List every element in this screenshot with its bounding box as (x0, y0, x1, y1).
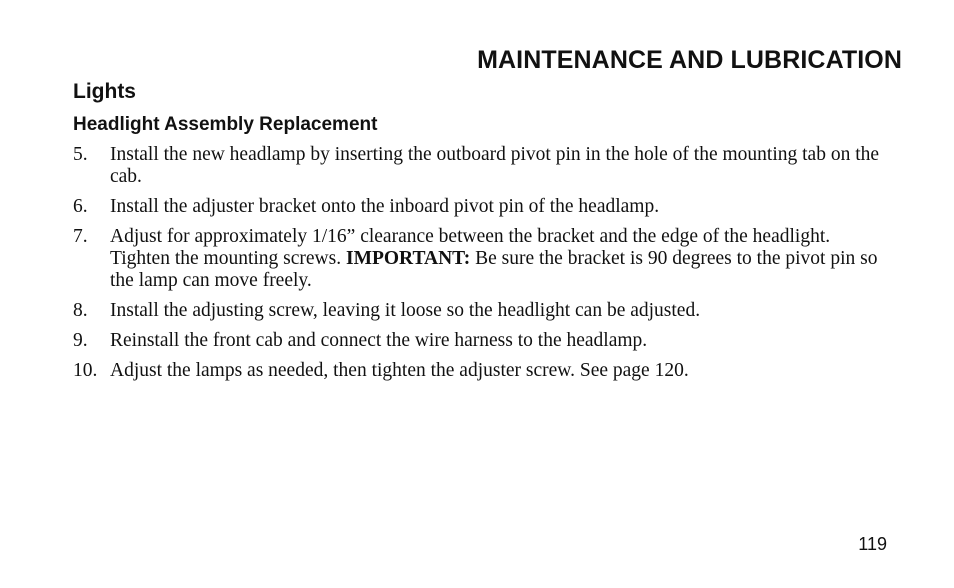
step-item (73, 360, 883, 382)
subsection-title: Headlight Assembly Replacement (73, 114, 378, 135)
step-item (73, 196, 883, 218)
step-number: 5. (73, 144, 88, 165)
step-number: 9. (73, 330, 88, 351)
page-number: 119 (858, 534, 887, 554)
step-number: 10. (73, 360, 98, 381)
step-item (73, 226, 883, 292)
step-text: Reinstall the front cab and connect the wire harness to the headlamp. (110, 330, 648, 351)
step-text-after: Be sure the bracket is 90 degrees to the pivot pin so the lamp can move freely. (110, 248, 878, 291)
step-text: Adjust the lamps as needed, then tighten the adjuster screw. See page 120. (110, 360, 689, 381)
step-number: 8. (73, 300, 88, 321)
step-text (110, 226, 883, 292)
step-item (73, 300, 883, 322)
step-number: 6. (73, 196, 88, 217)
step-item (73, 330, 883, 352)
step-text: Install the new headlamp by inserting the outboard pivot pin in the hole of the mounting tab on the cab. (110, 144, 880, 187)
step-text-before: Adjust for approximately 1/16” clearance between the bracket and the edge of the headlight. Tighten the mounting screws. (110, 226, 831, 269)
page-header: MAINTENANCE AND LUBRICATION (477, 46, 902, 74)
step-text: Install the adjusting screw, leaving it loose so the headlight can be adjusted. (110, 300, 701, 321)
step-item (73, 144, 883, 188)
important-label: IMPORTANT: (345, 248, 471, 269)
instruction-steps-list (73, 144, 883, 390)
section-title: Lights (73, 80, 136, 103)
step-number: 7. (73, 226, 88, 247)
step-text: Install the adjuster bracket onto the inboard pivot pin of the headlamp. (110, 196, 660, 217)
